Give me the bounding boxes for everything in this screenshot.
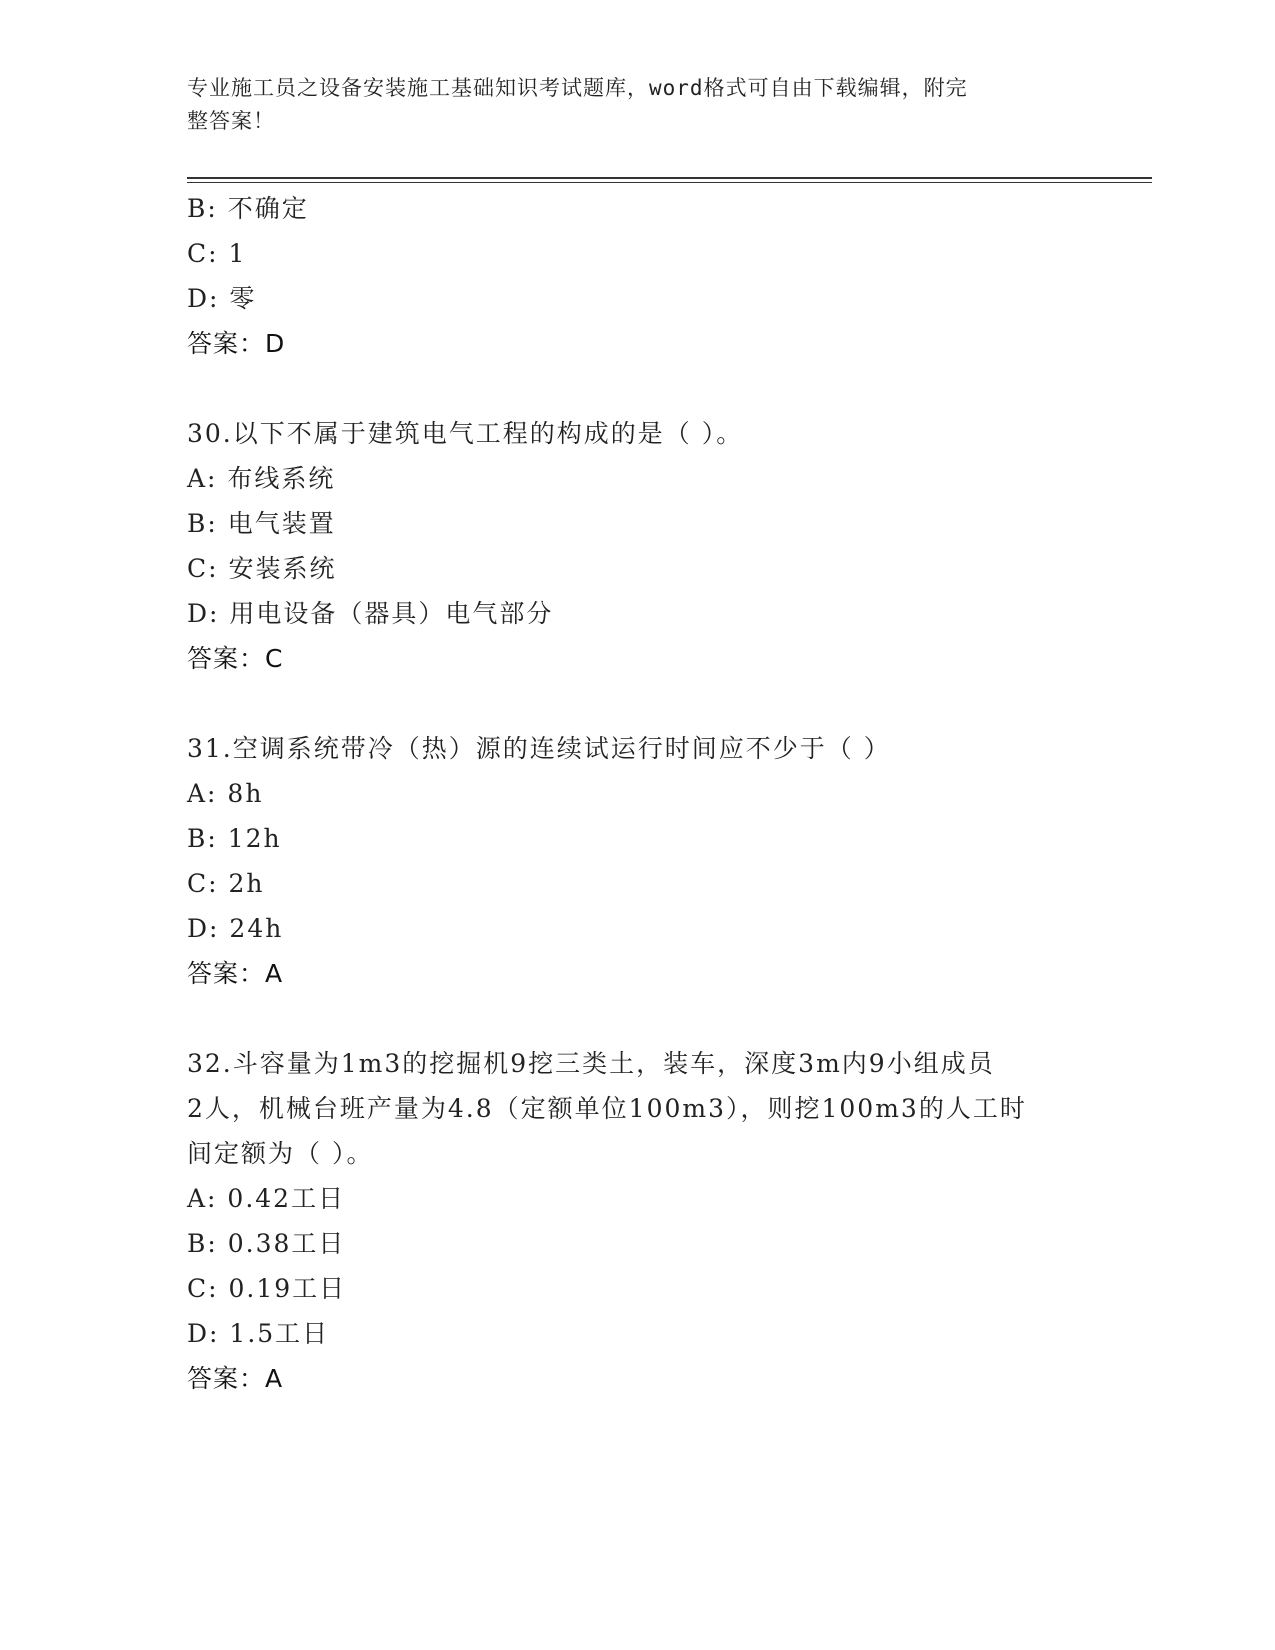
q30-question: 30.以下不属于建筑电气工程的构成的是（ ）。 xyxy=(187,419,744,448)
header-rule-thick xyxy=(187,177,1152,179)
q31-option-b: B: 12h xyxy=(187,824,282,853)
q31-question: 31.空调系统带冷（热）源的连续试运行时间应不少于（ ） xyxy=(187,734,891,763)
document-header xyxy=(187,72,1067,138)
q30-option-a: A: 布线系统 xyxy=(187,464,336,493)
q31-option-d: D: 24h xyxy=(187,914,284,943)
q32-question-line-1: 32.斗容量为1m3的挖掘机9挖三类土，装车，深度3m内9小组成员 xyxy=(187,1049,995,1078)
header-line-1: 专业施工员之设备安装施工基础知识考试题库，word格式可自由下载编辑，附完 xyxy=(187,76,968,100)
header-line-2: 整答案！ xyxy=(187,109,275,133)
q32-option-c: C: 0.19工日 xyxy=(187,1274,347,1303)
prev-answer: 答案：D xyxy=(187,329,286,358)
q32-answer: 答案：A xyxy=(187,1364,284,1393)
prev-option-b: B: 不确定 xyxy=(187,194,309,223)
q31-option-c: C: 2h xyxy=(187,869,265,898)
q32-question-line-3: 间定额为（ ）。 xyxy=(187,1139,374,1168)
q30-option-c: C: 安装系统 xyxy=(187,554,337,583)
q31-answer: 答案：A xyxy=(187,959,284,988)
header-rule-thin xyxy=(187,182,1152,183)
q32-option-d: D: 1.5工日 xyxy=(187,1319,330,1348)
q30-option-b: B: 电气装置 xyxy=(187,509,336,538)
prev-option-c: C: 1 xyxy=(187,239,247,268)
q30-option-d: D: 用电设备（器具）电气部分 xyxy=(187,599,554,628)
q32-option-a: A: 0.42工日 xyxy=(187,1184,346,1213)
prev-option-d: D: 零 xyxy=(187,284,257,313)
q30-answer: 答案：C xyxy=(187,644,284,673)
q32-question-line-2: 2人，机械台班产量为4.8（定额单位100m3），则挖100m3的人工时 xyxy=(187,1094,1027,1123)
q31-option-a: A: 8h xyxy=(187,779,264,808)
q32-option-b: B: 0.38工日 xyxy=(187,1229,346,1258)
